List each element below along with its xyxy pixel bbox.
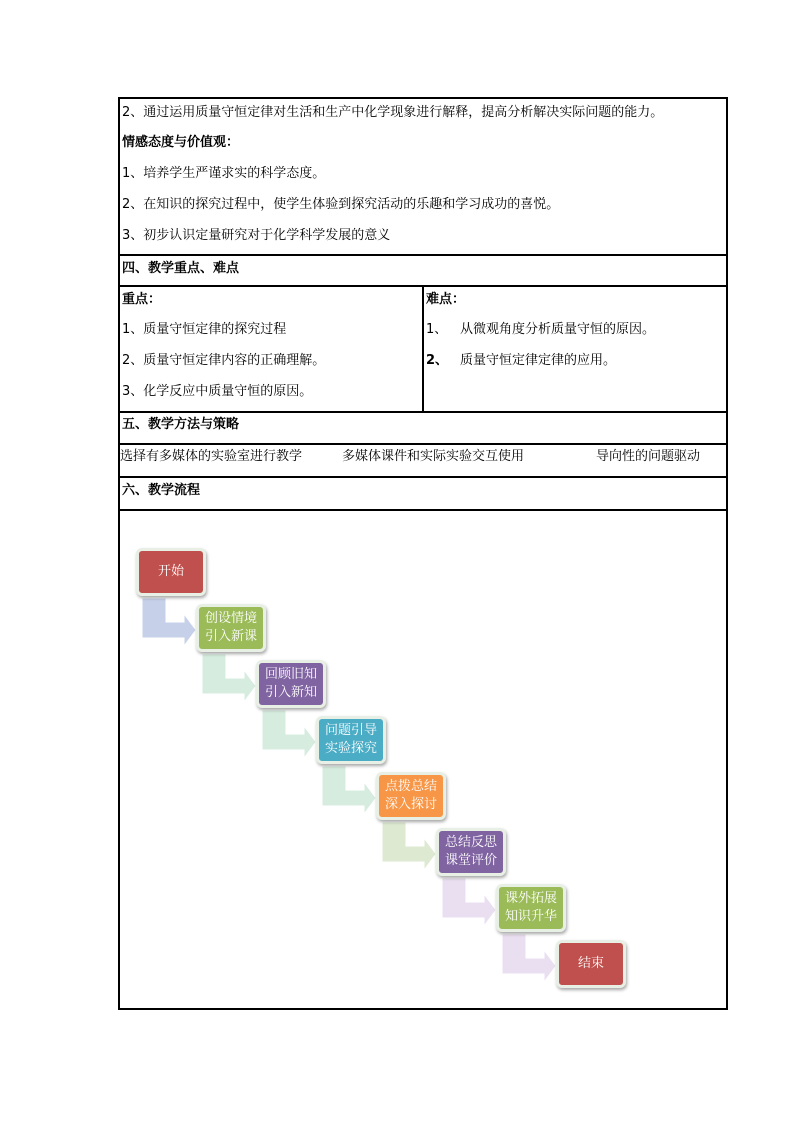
- flow-step-label: 问题引导: [324, 723, 377, 738]
- flow-arrows: [120, 99, 726, 1008]
- key-points-heading: 重点：: [122, 292, 162, 307]
- flow-step-7: [496, 884, 566, 932]
- key-point-2: 2、质量守恒定律内容的正确理解。: [122, 353, 326, 368]
- flow-arrow-2: [202, 654, 256, 702]
- flow-step-label: 引入新课: [204, 629, 257, 644]
- flow-step-label: 开始: [157, 564, 184, 579]
- difficulty-item-2: 质量守恒定律定律的应用。: [460, 353, 617, 368]
- lesson-plan-table: [118, 97, 728, 1010]
- flow-step-label: 总结反思: [444, 835, 497, 850]
- difficulty-item-1: 从微观角度分析质量守恒的原因。: [460, 322, 656, 337]
- method-3: 导向性的问题驱动: [596, 449, 701, 464]
- flow-arrow-7: [502, 934, 556, 982]
- flow-arrow-3: [262, 710, 316, 758]
- flow-step-label: 创设情境: [204, 611, 257, 626]
- emotion-item-2: 2、在知识的探究过程中，使学生体验到探究活动的乐趣和学习成功的喜悦。: [122, 197, 560, 212]
- flow-arrow-4: [322, 766, 376, 814]
- flow-step-1: [136, 548, 206, 596]
- flow-arrow-5: [382, 822, 436, 870]
- objective-line-2: 2、通过运用质量守恒定律对生活和生产中化学现象进行解释，提高分析解决实际问题的能力。: [122, 105, 664, 120]
- flow-step-label: 知识升华: [504, 909, 557, 924]
- emotion-heading: 情感态度与价值观：: [122, 135, 240, 150]
- flow-step-label: 回顾旧知: [264, 667, 317, 682]
- flow-step-5: [376, 772, 446, 820]
- flow-step-label: 实验探究: [324, 741, 377, 756]
- emotion-item-1: 1、培养学生严谨求实的科学态度。: [122, 166, 326, 181]
- flow-step-label: 点拨总结: [384, 779, 437, 794]
- flow-arrow-1: [142, 598, 196, 646]
- flow-step-label: 结束: [577, 956, 604, 971]
- difficulty-num-1: 1、: [426, 322, 448, 337]
- method-1: 选择有多媒体的实验室进行教学: [120, 449, 303, 464]
- flow-step-3: [256, 660, 326, 708]
- key-point-1: 1、质量守恒定律的探究过程: [122, 322, 287, 337]
- flow-step-4: [316, 716, 386, 764]
- flow-step-6: [436, 828, 506, 876]
- difficulty-num-2: 2、: [426, 353, 449, 368]
- flow-arrow-6: [442, 878, 496, 926]
- section-6-title: 六、教学流程: [122, 483, 201, 498]
- difficulty-heading: 难点：: [426, 292, 466, 307]
- section-4-title: 四、教学重点、难点: [122, 261, 240, 276]
- flow-step-8: [556, 940, 626, 988]
- method-2: 多媒体课件和实际实验交互使用: [342, 449, 525, 464]
- flow-step-label: 引入新知: [264, 685, 317, 700]
- flow-step-2: [196, 604, 266, 652]
- key-point-3: 3、化学反应中质量守恒的原因。: [122, 384, 313, 399]
- emotion-item-3: 3、初步认识定量研究对于化学科学发展的意义: [122, 228, 391, 243]
- flow-step-label: 课堂评价: [444, 853, 497, 868]
- section-5-title: 五、教学方法与策略: [122, 417, 240, 432]
- flow-step-label: 深入探讨: [384, 797, 437, 812]
- flow-step-label: 课外拓展: [504, 891, 557, 906]
